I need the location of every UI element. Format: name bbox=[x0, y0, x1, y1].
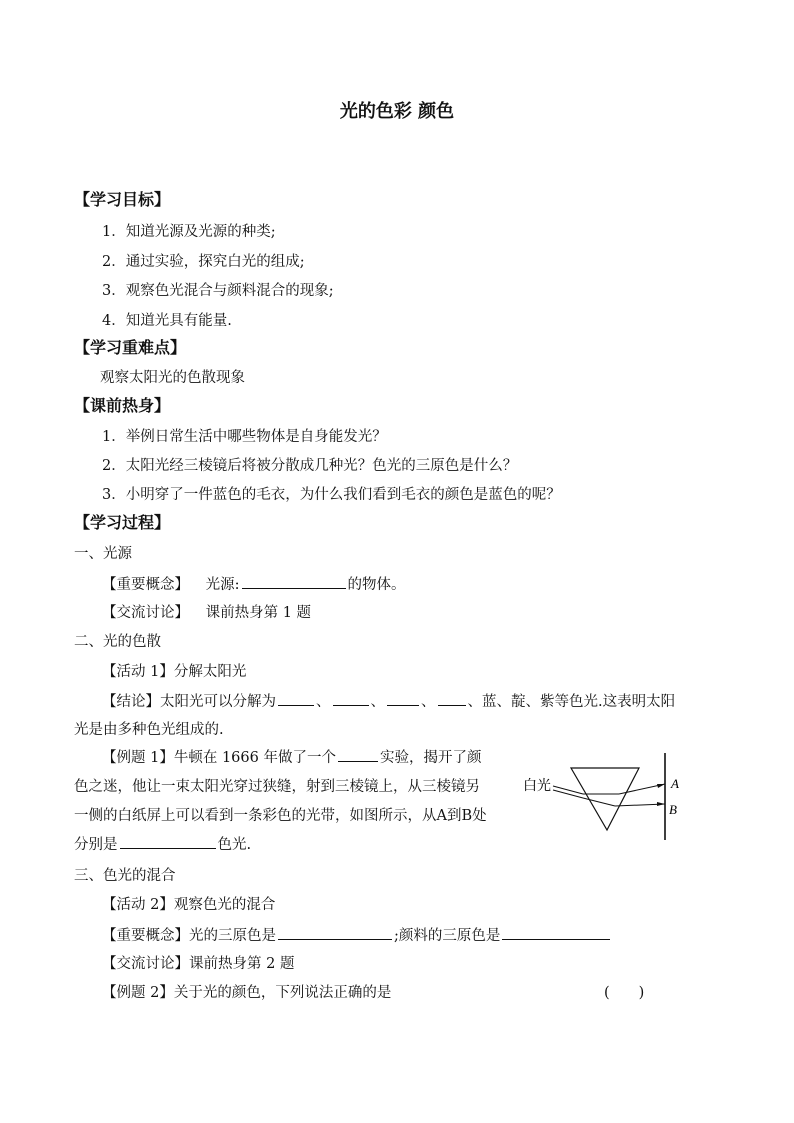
example-2-line bbox=[102, 983, 391, 1003]
conclusion-line bbox=[102, 691, 675, 712]
example-text: 关于光的颜色，下列说法正确的是 bbox=[173, 985, 392, 1001]
warmup-item: 2．太阳光经三棱镜后将被分散成几种光？色光的三原色是什么？ bbox=[102, 458, 518, 474]
discuss-line bbox=[102, 603, 311, 623]
prism-diagram bbox=[515, 748, 705, 844]
key-text: 观察太阳光的色散现象 bbox=[100, 370, 245, 386]
concept-pre: 光源: bbox=[205, 577, 240, 593]
warmup-header: 【课前热身】 bbox=[74, 396, 171, 415]
activity-line bbox=[102, 662, 246, 682]
goal-item: 2．通过实验，探究白光的组成; bbox=[102, 254, 305, 270]
discuss-line bbox=[102, 954, 294, 974]
separator: 、 bbox=[316, 694, 331, 710]
concept-line bbox=[102, 925, 612, 946]
activity-label: 【活动 1】 bbox=[102, 664, 174, 680]
process-header: 【学习过程】 bbox=[74, 513, 171, 532]
goal-item: 4．知道光具有能量. bbox=[102, 313, 232, 329]
prism-shape bbox=[571, 768, 639, 830]
conclusion-post: 、蓝、靛、紫等色光.这表明太阳 bbox=[467, 694, 676, 710]
white-light-label: 白光 bbox=[523, 779, 551, 794]
warmup-item: 1．举例日常生活中哪些物体是自身能发光？ bbox=[102, 429, 387, 445]
warmup-item: 3．小明穿了一件蓝色的毛衣，为什么我们看到毛衣的颜色是蓝色的呢？ bbox=[102, 487, 561, 503]
activity-text: 观察色光的混合 bbox=[173, 897, 276, 913]
separator: 、 bbox=[421, 694, 436, 710]
goals-header: 【学习目标】 bbox=[74, 190, 171, 209]
example-mid: 实验，揭开了颜色之迷，他让一束太阳光穿过狭缝，射到三棱镜上，从三棱镜另一侧的白纸屏上可以看到一条彩色的光带，如图所示，从A到B处分别是 bbox=[74, 750, 487, 853]
example-1 bbox=[74, 744, 494, 860]
label-b: B bbox=[669, 802, 677, 817]
answer-blank[interactable] bbox=[278, 691, 314, 706]
conclusion-label: 【结论】 bbox=[102, 694, 160, 710]
activity-line bbox=[102, 895, 275, 915]
answer-blank[interactable] bbox=[438, 691, 466, 706]
concept-post: 的物体。 bbox=[347, 577, 406, 593]
concept-mid: ;颜料的三原色是 bbox=[394, 928, 501, 944]
example-label: 【例题 2】 bbox=[102, 985, 174, 1001]
key-header: 【学习重难点】 bbox=[74, 338, 187, 357]
section-heading: 二、光的色散 bbox=[74, 634, 161, 650]
light-ray bbox=[583, 798, 615, 806]
arrow-head bbox=[657, 802, 665, 806]
answer-bracket[interactable]: ( ) bbox=[604, 985, 645, 1001]
answer-blank[interactable] bbox=[242, 574, 346, 589]
concept-label: 【重要概念】 bbox=[102, 577, 189, 593]
light-ray bbox=[553, 790, 583, 798]
answer-blank[interactable] bbox=[338, 747, 378, 762]
discuss-text: 课前热身第 2 题 bbox=[189, 956, 295, 972]
concept-pre: 光的三原色是 bbox=[189, 928, 276, 944]
section-heading: 三、色光的混合 bbox=[74, 868, 176, 884]
separator: 、 bbox=[370, 694, 385, 710]
answer-blank[interactable] bbox=[278, 925, 392, 940]
answer-blank[interactable] bbox=[333, 691, 369, 706]
label-a: A bbox=[671, 776, 679, 791]
section-heading: 一、光源 bbox=[74, 546, 132, 562]
conclusion-pre: 太阳光可以分解为 bbox=[160, 694, 276, 710]
goal-item: 3．观察色光混合与颜料混合的现象; bbox=[102, 283, 334, 299]
example-post: 色光. bbox=[217, 837, 252, 853]
discuss-label: 【交流讨论】 bbox=[102, 605, 189, 621]
page-title: 光的色彩 颜色 bbox=[339, 101, 455, 122]
concept-label: 【重要概念】 bbox=[102, 928, 189, 944]
answer-blank[interactable] bbox=[120, 834, 216, 849]
answer-blank[interactable] bbox=[387, 691, 419, 706]
discuss-text: 课前热身第 1 题 bbox=[205, 605, 312, 621]
concept-line bbox=[102, 574, 406, 595]
activity-label: 【活动 2】 bbox=[102, 897, 174, 913]
arrow-head bbox=[657, 784, 665, 788]
light-ray bbox=[553, 786, 583, 794]
example-pre: 牛顿在 1666 年做了一个 bbox=[173, 750, 336, 766]
example-label: 【例题 1】 bbox=[102, 750, 174, 766]
answer-blank[interactable] bbox=[502, 925, 610, 940]
discuss-label: 【交流讨论】 bbox=[102, 956, 189, 972]
activity-text: 分解太阳光 bbox=[173, 664, 247, 680]
goal-item: 1．知道光源及光源的种类; bbox=[102, 224, 276, 240]
conclusion-line2: 光是由多种色光组成的. bbox=[74, 722, 224, 738]
